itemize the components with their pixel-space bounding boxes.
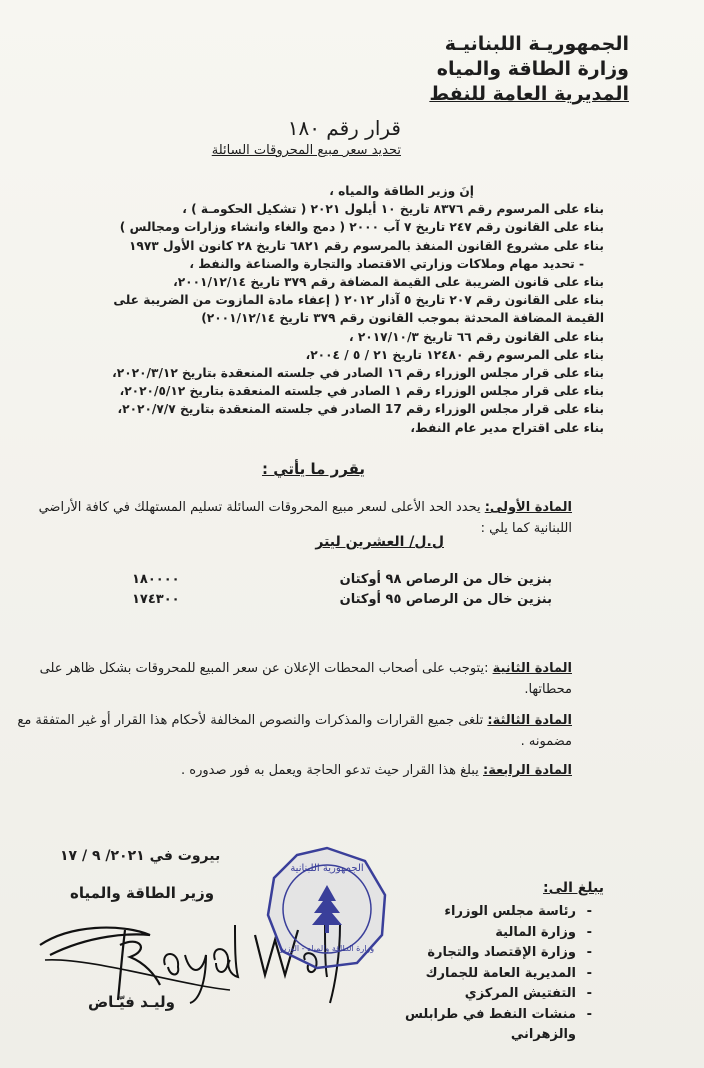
- preamble-line: القيمة المضافة المحدثة بموجب القانون رقم ٣٧٩ تاريخ ٢٠٠١/١٢/١٤): [201, 311, 604, 326]
- preamble-line: إنَ وزير الطاقة والمياه ،: [329, 184, 474, 198]
- preamble-line: بناء على المرسوم رقم ٨٣٧٦ تاريخ ١٠ أيلول ٢٠٢١ ( تشكيل الحكومـة ) ،: [182, 202, 604, 217]
- article-2: [12, 658, 572, 700]
- distribution-heading: يبلغ الى:: [543, 880, 604, 896]
- decision-number: قرار رقم ١٨٠: [287, 116, 401, 140]
- distribution-item: المديرية العامة للجمارك -: [346, 964, 576, 985]
- fuel-price: ١٨٠٠٠٠: [132, 572, 180, 587]
- stamp-text-bottom: وزارة الطاقة والمياه - الوزير: [279, 944, 375, 953]
- distribution-list: [346, 902, 576, 1046]
- preamble-line: بناء على قرار مجلس الوزراء رقم ١٦ الصادر في جلسته المنعقدة بتاريخ ٢٠٢٠/٣/١٢،: [112, 366, 604, 381]
- issue-date: بيروت في ٢٠٢١/ ٩ / ١٧: [60, 848, 221, 864]
- distribution-item: منشات النفط في طرابلس والزهراني -: [346, 1005, 576, 1046]
- article-3: [12, 710, 572, 752]
- preamble-line: بناء على مشروع القانون المنفذ بالمرسوم رقم ٦٨٢١ تاريخ ٢٨ كانون الأول ١٩٧٣: [128, 238, 604, 253]
- fuel-name: بنزين خال من الرصاص ٩٨ أوكتان: [339, 572, 552, 587]
- fuel-name: بنزين خال من الرصاص ٩٥ أوكتان: [339, 592, 552, 607]
- header-ministry: وزارة الطاقة والمياه: [436, 58, 629, 80]
- article-2-text: :يتوجب على أصحاب المحطات الإعلان عن سعر المبيع للمحروقات بشكل ظاهر على محطاتها.: [39, 661, 572, 697]
- price-row: [132, 572, 552, 592]
- price-row: [132, 592, 552, 612]
- distribution-item: التفتيش المركزي -: [346, 984, 576, 1005]
- distribution-item: رئاسة مجلس الوزراء -: [346, 902, 576, 923]
- article-1: [12, 497, 572, 539]
- fuel-price: ١٧٤٣٠٠: [132, 592, 180, 607]
- article-4-text: يبلغ هذا القرار حيث تدعو الحاجة ويعمل به فور صدوره .: [181, 763, 479, 778]
- preamble: [14, 182, 604, 437]
- header-republic: الجمهوريـة اللبنانيـة: [444, 33, 629, 55]
- preamble-line: بناء على القانون رقم ٦٦ تاريخ ٢٠١٧/١٠/٣ ،: [348, 329, 604, 344]
- preamble-line: بناء على قرار مجلس الوزراء رقم ١ الصادر في جلسته المنعقدة بتاريخ ٢٠٢٠/٥/١٢،: [119, 384, 604, 399]
- letterhead: [369, 32, 629, 107]
- preamble-line: بناء على قانون الضريبة على القيمة المضافة رقم ٣٧٩ تاريخ ٢٠٠١/١٢/١٤،: [173, 275, 604, 290]
- header-directorate: المديرية العامة للنفط: [429, 83, 629, 105]
- price-unit-header: ل.ل/ العشرين ليتر: [315, 534, 444, 550]
- preamble-line: بناء على القانون رقم ٢٤٧ تاريخ ٧ آب ٢٠٠٠ ( دمج والغاء وانشاء وزارات ومجالس ): [119, 220, 604, 235]
- minister-title: وزير الطاقة والمياه: [70, 884, 215, 902]
- article-4-label: المادة الرابعة:: [483, 763, 572, 778]
- article-3-text: تلغى جميع القرارات والمذكرات والنصوص المخالفة لأحكام هذا القرار أو غير المتفقة مع مضمونه .: [17, 713, 572, 749]
- preamble-line: بناء على اقتراح مدير عام النفط،: [410, 420, 604, 435]
- article-4: [12, 760, 572, 781]
- article-1-label: المادة الأولى:: [484, 500, 572, 515]
- preamble-line: بناء على قرار مجلس الوزراء رقم 17 الصادر في جلسته المنعقدة بتاريخ ٢٠٢٠/٧/٧،: [117, 402, 604, 417]
- minister-name: وليـد فيّـاض: [88, 993, 175, 1011]
- preamble-line: بناء على القانون رقم ٢٠٧ تاريخ ٥ آذار ٢٠١٢ ( إعفاء مادة المازوت من الضريبة على: [113, 293, 604, 308]
- distribution-item: وزارة المالية -: [346, 923, 576, 944]
- distribution-item: وزارة الإقتصاد والتجارة -: [346, 943, 576, 964]
- article-1-text: يحدد الحد الأعلى لسعر مبيع المحروقات السائلة تسليم المستهلك في كافة الأراضي اللبنانية كما يلي :: [38, 500, 572, 536]
- preamble-line: - تحديد مهام وملاكات وزارتي الاقتصاد والتجارة والصناعة والنفط ،: [189, 256, 584, 271]
- article-3-label: المادة الثالثة:: [487, 713, 572, 728]
- preamble-line: بناء على المرسوم رقم ١٢٤٨٠ تاريخ ٢١ / ٥ / ٢٠٠٤،: [305, 347, 604, 362]
- decision-subject: تحديد سعر مبيع المحروقات السائلة: [211, 143, 401, 158]
- stamp-text-top: الجمهورية اللبنانية: [290, 863, 364, 874]
- decides-heading: يقرر ما يأتي :: [262, 460, 366, 478]
- article-2-label: المادة الثانية: [492, 661, 572, 676]
